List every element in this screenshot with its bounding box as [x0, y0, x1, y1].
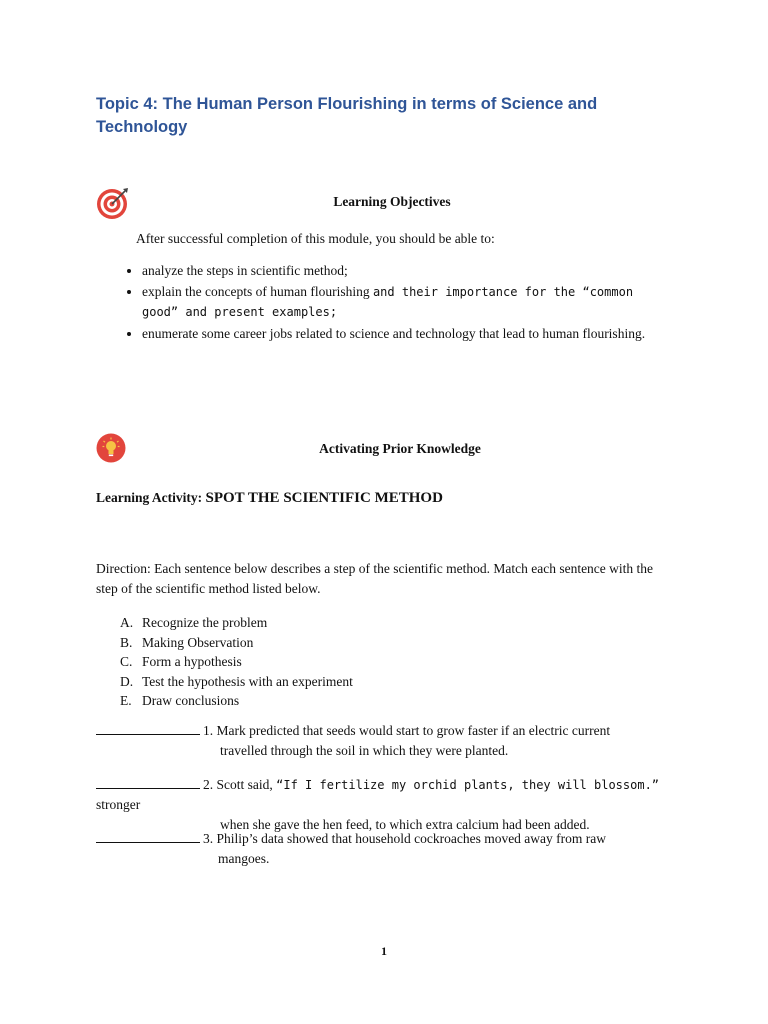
objectives-intro: After successful completion of this module, you should be able to: [136, 231, 495, 246]
list-item: B. Making Observation [120, 634, 254, 650]
answer-blank[interactable] [96, 720, 200, 735]
question-item: 1. Mark predicted that seeds would start to grow faster if an electric current travelled through the soil in which they were planted. [96, 720, 696, 761]
activity-direction: Direction: Each sentence below describes a step of the scientific method. Match each sentence with the step of the scientific method listed below. [96, 561, 654, 596]
answer-blank[interactable] [96, 774, 200, 789]
activity-title: SPOT THE SCIENTIFIC METHOD [205, 490, 443, 506]
topic-title: Topic 4: The Human Person Flourishing in terms of Science and Technology [96, 95, 598, 136]
list-item: C. Form a hypothesis [120, 654, 242, 669]
page-number: 1 [381, 944, 387, 958]
activity-heading: Learning Activity: SPOT THE SCIENTIFIC METHOD [96, 490, 443, 506]
question-item: 3. Philip’s data showed that household cockroaches moved away from raw mangoes. [96, 828, 696, 869]
lightbulb-icon [96, 433, 126, 463]
list-item: E. Draw conclusions [120, 693, 240, 708]
list-item: D. Test the hypothesis with an experiment [120, 673, 353, 689]
list-item: • enumerate some career jobs related to science and technology that lead to human flourishing. [142, 324, 672, 344]
list-item: • explain the concepts of human flourishing and their importance for the “common good” and present examples; [142, 282, 672, 323]
objectives-list [117, 261, 672, 343]
target-icon [96, 186, 130, 220]
answer-blank[interactable] [96, 828, 200, 843]
learning-objectives-heading: Learning Objectives [333, 194, 451, 209]
prior-knowledge-heading: Activating Prior Knowledge [319, 441, 481, 456]
question-item: 2. Scott said, “If I fertilize my orchid plants, they will blossom.” stronger when she gave the hen feed, to which extra calcium had been added. [96, 774, 696, 835]
scientific-method-steps [120, 613, 353, 711]
list-item: A. Recognize the problem [120, 615, 268, 630]
list-item: • analyze the steps in scientific method; [142, 261, 672, 281]
